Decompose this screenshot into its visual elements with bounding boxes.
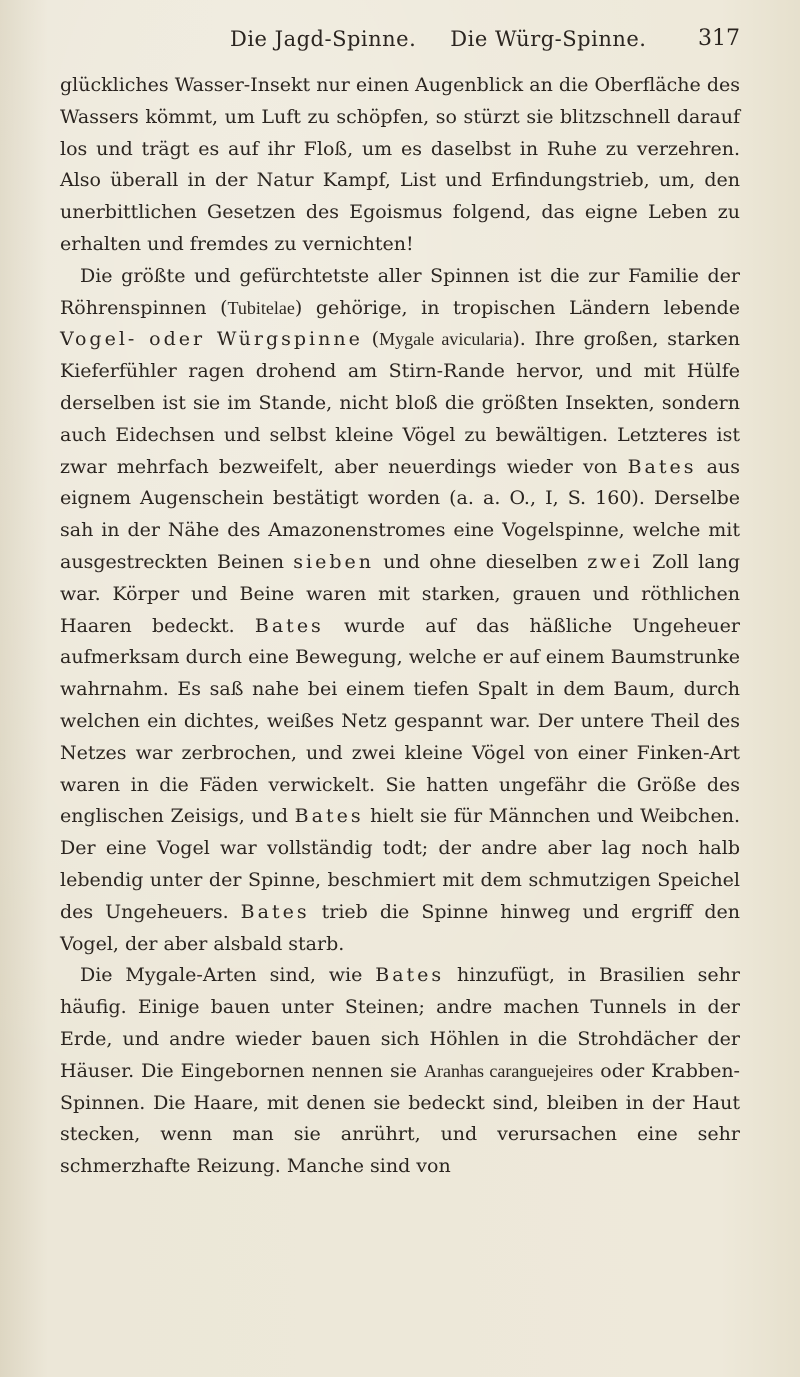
paragraph-2 — [60, 261, 740, 961]
p2-latin-tubitelae: Tubitelae — [227, 297, 295, 318]
paragraph-3 — [60, 960, 740, 1183]
p2-emph-zwei: zwei — [587, 550, 643, 573]
p2-emph-bates-4: Bates — [240, 900, 310, 923]
p2-text-15: wurde auf das häßliche Ungeheuer aufmerksam durch eine Bewegung, welche er auf einem Baumstrunke wahrnahm. Es saß nahe bei einem tiefen Spalt in dem Baum, durch welchen ein dichtes, weißes Netz gespannt war. Der untere Theil des Netzes war zerbrochen, und zwei kleine Vögel von einer Finken-Art waren in die Fäden verwickelt. Sie hatten ungefähr die Größe des englischen Zeisigs, und — [60, 614, 740, 828]
p2-text-7: ). Ihre großen, starken Kieferfühler ragen drohend am Stirn-Rande hervor, und mit Hülfe derselben ist sie im Stande, nicht bloß die größten Insekten, sondern auch Eidechsen und selbst kleine Vögel zu bewältigen. Letzteres ist zwar mehrfach bezweifelt, aber neuerdings wieder von — [60, 328, 741, 478]
p2-emph-bates-3: Bates — [294, 805, 364, 828]
p3-text-5: oder Krabben-Spinnen. Die Haare, mit denen sie bedeckt sind, bleiben in der Haut stecken, wenn man sie anrührt, und verursachen eine sehr schmerzhafte Reizung. Manche sind von — [60, 1059, 740, 1178]
p2-emph-bates-2: Bates — [254, 614, 324, 637]
p2-text-11: und ohne dieselben — [374, 550, 588, 573]
p2-latin-mygale: Mygale avicularia — [379, 329, 513, 350]
p2-text-19: trieb die Spinne hinweg und ergriff den Vogel, der aber alsbald starb. — [60, 900, 740, 955]
p2-text-1: Die größte und gefürchtetste aller Spinnen ist die zur Familie der Röhrenspinnen ( — [60, 264, 740, 319]
p2-emph-vogelspinne: Vogel- oder Würgspinne — [60, 328, 363, 351]
p3-emph-bates: Bates — [375, 964, 445, 987]
page-number: 317 — [698, 26, 740, 51]
p2-text-3: ) gehörige, in tropischen Ländern lebende — [294, 296, 740, 319]
p2-emph-sieben: sieben — [293, 550, 375, 573]
p2-text-13: Zoll lang war. Körper und Beine waren mit starken, grauen und röthlichen Haaren bedeckt. — [60, 550, 740, 637]
p3-text-3: hinzufügt, in Brasilien sehr häufig. Einige bauen unter Steinen; andre machen Tunnels in der Erde, und andre wieder bauen sich Höhlen in die Strohdächer der Häuser. Die Eingebornen nennen sie — [60, 964, 740, 1082]
running-head — [80, 22, 740, 56]
p2-text-9: aus eignem Augenschein bestätigt worden (a. a. O., I, S. 160). Derselbe sah in der Nähe des Amazonenstromes eine Vogelspinne, welche mit ausgestreckten Beinen — [60, 455, 741, 573]
running-head-left-title: Die Jagd-Spinne. — [230, 27, 417, 51]
p3-latin-aranhas: Aranhas caranguejeires — [423, 1060, 594, 1081]
p2-emph-bates-1: Bates — [627, 455, 697, 478]
p2-text-5: ( — [362, 328, 380, 351]
running-head-title — [230, 22, 646, 56]
paragraph-1: glückliches Wasser-Insekt nur einen Augenblick an die Oberfläche des Wassers kömmt, um Luft zu schöpfen, so stürzt sie blitzschnell darauf los und trägt es auf ihr Floß, um es daselbst in Ruhe zu verzehren. Also überall in der Natur Kampf, List und Erfindungstrieb, um, den unerbittlichen Gesetzen des Egoismus folgend, das eigne Leben zu erhalten und fremdes zu vernichten! — [60, 74, 740, 255]
p3-text-1: Die Mygale-Arten sind, wie — [80, 964, 376, 987]
running-head-right-title: Die Würg-Spinne. — [450, 27, 647, 51]
p2-text-17: hielt sie für Männchen und Weibchen. Der eine Vogel war vollständig todt; der andre aber lag noch halb lebendig unter der Spinne, beschmiert mit dem schmutzigen Speichel des Ungeheuers. — [60, 805, 740, 923]
body-text — [60, 70, 740, 1183]
